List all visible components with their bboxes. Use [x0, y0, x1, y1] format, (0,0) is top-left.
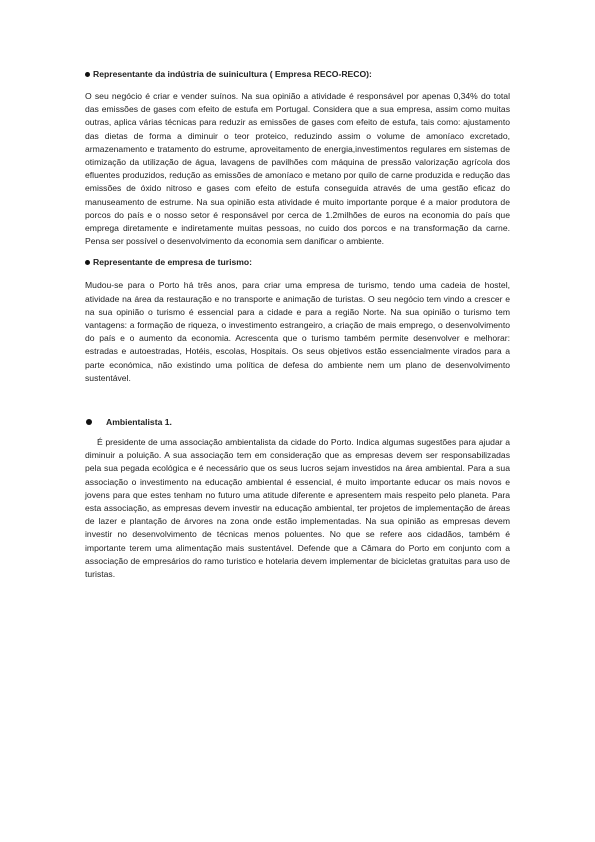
section-environmentalist	[85, 416, 510, 581]
heading-text: Ambientalista 1.	[106, 417, 172, 428]
document-page	[85, 68, 510, 581]
section-heading	[85, 256, 510, 268]
section-pig-farming	[85, 68, 510, 248]
section-paragraph: É presidente de uma associação ambientalista da cidade do Porto. Indica algumas sugestões para ajudar a diminuir a poluição. A sua associação tem em consideração que as empresas devem ser responsabilizadas pela sua pegada ecológica e é necessário que os seus lucros sejam investidos na área ambiental. Para a sua associação o investimento na educação ambiental é essencial, é muito importante educar os mais novos e jovens para que estes tenham no futuro uma atitude diferente e apresentem mais respeito pelo planeta. Para esta associação, as empresas devem investir na educação ambiental, ter projetos de implementação de áreas de lazer e plantação de árvores na zona onde estão implementadas. Na sua opinião as empresas devem investir no desenvolvimento de técnicas menos poluentes. No que se refere aos cidadãos, também é importante terem uma alimentação mais sustentável. Defende que a Câmara do Porto em conjunto com a associação de empresários do ramo turistico e hotelaria devem implementar de bicicletas gratuitas para uso de turistas.	[85, 437, 510, 580]
heading-text: Representante de empresa de turismo:	[93, 257, 253, 268]
section-heading	[85, 416, 510, 428]
bullet-icon	[85, 260, 90, 265]
section-tourism	[85, 256, 510, 385]
section-paragraph: Mudou-se para o Porto há três anos, para criar uma empresa de turismo, tendo uma cadeia de hostel, atividade na área da restauração e no transporte e animação de turistas. O seu negócio tem vindo a crescer e na sua opinião o turismo é essencial para a cidade e para a região Norte. Na sua opinião o turismo tem vantagens: a formação de riqueza, o investimento estrangeiro, a criação de mais emprego, o desenvolvimento do país e o aumento da economia. Acrescenta que o turismo também permite desenvolver e melhorar: estradas e autoestradas, Hotéis, escolas, Hospitais. Os seus objetivos estão essencialmente virados para a parte económica, não existindo uma política de defesa do ambiente nem um plano de desenvolvimento sustentável.	[85, 280, 510, 383]
bullet-icon	[86, 419, 92, 425]
section-paragraph: O seu negócio é criar e vender suínos. Na sua opinião a atividade é responsável por apenas 0,34% do total das emissões de gases com efeito de estufa em Portugal. Considera que a sua empresa, assim como muitas outras, aplica várias técnicas para reduzir as emissões de gases com efeito de estufa, tais como: ajustamento das dietas de forma a diminuir o teor proteico, reduzindo assim o volume de amoníaco excretado, armazenamento e tratamento do estrume, aproveitamento de energia,investimentos regulares em sistemas de otimização da utilização de água, lavagens de pavilhões com máquina de pressão valorização agrícola dos efluentes produzidos, redução as emissões de amoníaco e metano por quilo de carne produzida e redução das emissões de óxido nitroso e gases com efeito de estufa conseguida através de uma gestão eficaz do manuseamento de estrume. Na sua opinião esta atividade é muito importante porque é a maior produtora de porcos do país e o nosso setor é responsável por cerca de 1.2milhões de euros na economia do país que emprega diretamente e indiretamente muitas pessoas, no cuido dos porcos e na transformação da carne. Pensa ser possível o desenvolvimento da economia sem danificar o ambiente.	[85, 91, 510, 247]
bullet-icon	[85, 72, 90, 77]
heading-text: Representante da indústria de suinicultura ( Empresa RECO-RECO):	[93, 69, 372, 79]
section-heading	[85, 68, 510, 80]
